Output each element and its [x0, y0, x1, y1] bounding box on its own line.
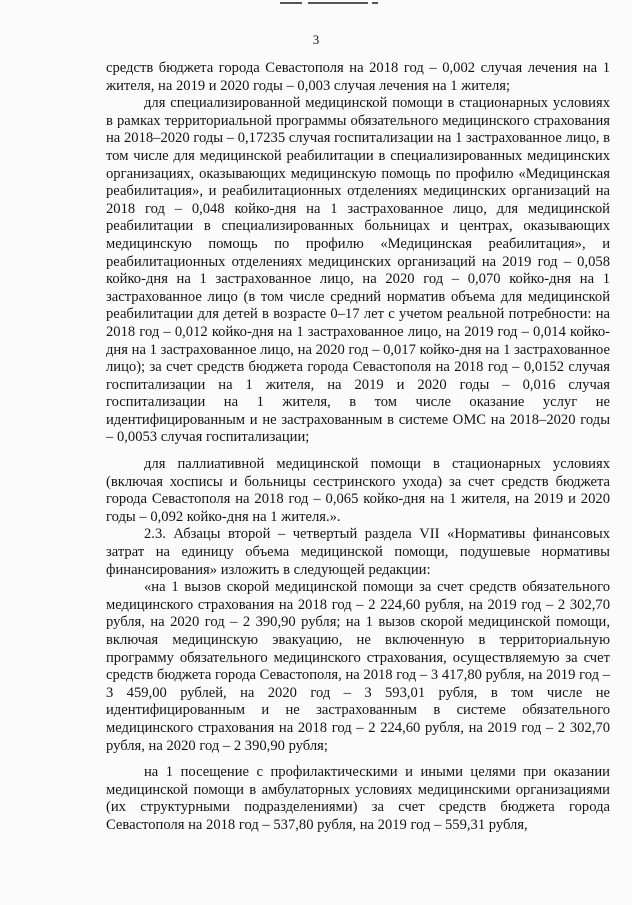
paragraph-section-2-3: 2.3. Абзацы второй – четвертый раздела VII «Нормативы финансовых затрат на единицу объема медицинской помощи, подушевые нормативы финансирования» изложить в следующей редакции:: [106, 526, 610, 578]
paragraph-ambulance-call: «на 1 вызов скорой медицинской помощи за счет средств обязательного медицинского страхования на 2018 год – 2 224,60 рубля, на 2019 год – 2 302,70 рубля, на 2020 год – 2 390,90 рубля; на 1 вызов скорой медицинской помощи, включая медицинскую эвакуацию, не включенную в территориальную программу обязательного медицинского страхования, осуществляемую за счет средств бюджета города Севастополя, на 2018 год – 3 417,80 рубля, на 2019 год – 3 459,00 рублей, на 2020 год – 3 593,01 рубля, в том числе не идентифицированным и не застрахованным в системе обязательного медицинского страхования на 2018 год – 2 224,60 рубля, на 2019 год – 2 302,70 рубля, на 2020 год – 2 390,90 рубля;: [106, 579, 610, 754]
document-body: [106, 60, 610, 835]
paragraph-continuation: средств бюджета города Севастополя на 2018 год – 0,002 случая лечения на 1 жителя, на 2019 и 2020 годы – 0,003 случая лечения на 1 жителя;: [106, 60, 610, 94]
scan-artifact-mark: [260, 0, 400, 6]
paragraph-preventive-visit: на 1 посещение с профилактическими и иными целями при оказании медицинской помощи в амбулаторных условиях медицинскими организациями (их структурными подразделениями) за счет средств бюджета города Севастополя на 2018 год – 537,80 рубля, на 2019 год – 559,31 рубля,: [106, 764, 610, 833]
paragraph-palliative-care: для паллиативной медицинской помощи в стационарных условиях (включая хосписы и больницы сестринского ухода) за счет средств бюджета города Севастополя на 2018 год – 0,065 койко-дня на 1 жителя, на 2019 и 2020 годы – 0,092 койко-дня на 1 жителя.».: [106, 456, 610, 525]
paragraph-specialized-care: для специализированной медицинской помощи в стационарных условиях в рамках территориальной программы обязательного медицинского страхования на 2018–2020 годы – 0,17235 случая госпитализации на 1 застрахованное лицо, в том числе для медицинской реабилитации в специализированных медицинских организациях, оказывающих медицинскую помощь по профилю «Медицинская реабилитация», и реабилитационных отделениях медицинских организаций на 2018 год – 0,048 койко-дня на 1 застрахованное лицо, для медицинской реабилитации в специализированных больницах и центрах, оказывающих медицинскую помощь по профилю «Медицинская реабилитация», и реабилитационных отделениях медицинских организаций на 2019 год – 0,058 койко-дня на 1 застрахованное лицо, на 2020 год – 0,070 койко-дня на 1 застрахованное лицо (в том числе средний норматив объема для медицинской реабилитации для детей в возрасте 0–17 лет с учетом реальной потребности: на 2018 год – 0,012 койко-дня на 1 застрахованное лицо, на 2019 год – 0,014 койко-дня на 1 застрахованное лицо, на 2020 год – 0,017 койко-дня на 1 застрахованное лицо); за счет средств бюджета города Севастополя на 2018 год – 0,0152 случая госпитализации на 1 жителя, на 2019 и 2020 годы – 0,016 случая госпитализации на 1 жителя, в том числе оказание услуг не идентифицированным и не застрахованным в системе ОМС на 2018–2020 годы – 0,0053 случая госпитализации;: [106, 95, 610, 446]
page-number: 3: [312, 32, 320, 47]
